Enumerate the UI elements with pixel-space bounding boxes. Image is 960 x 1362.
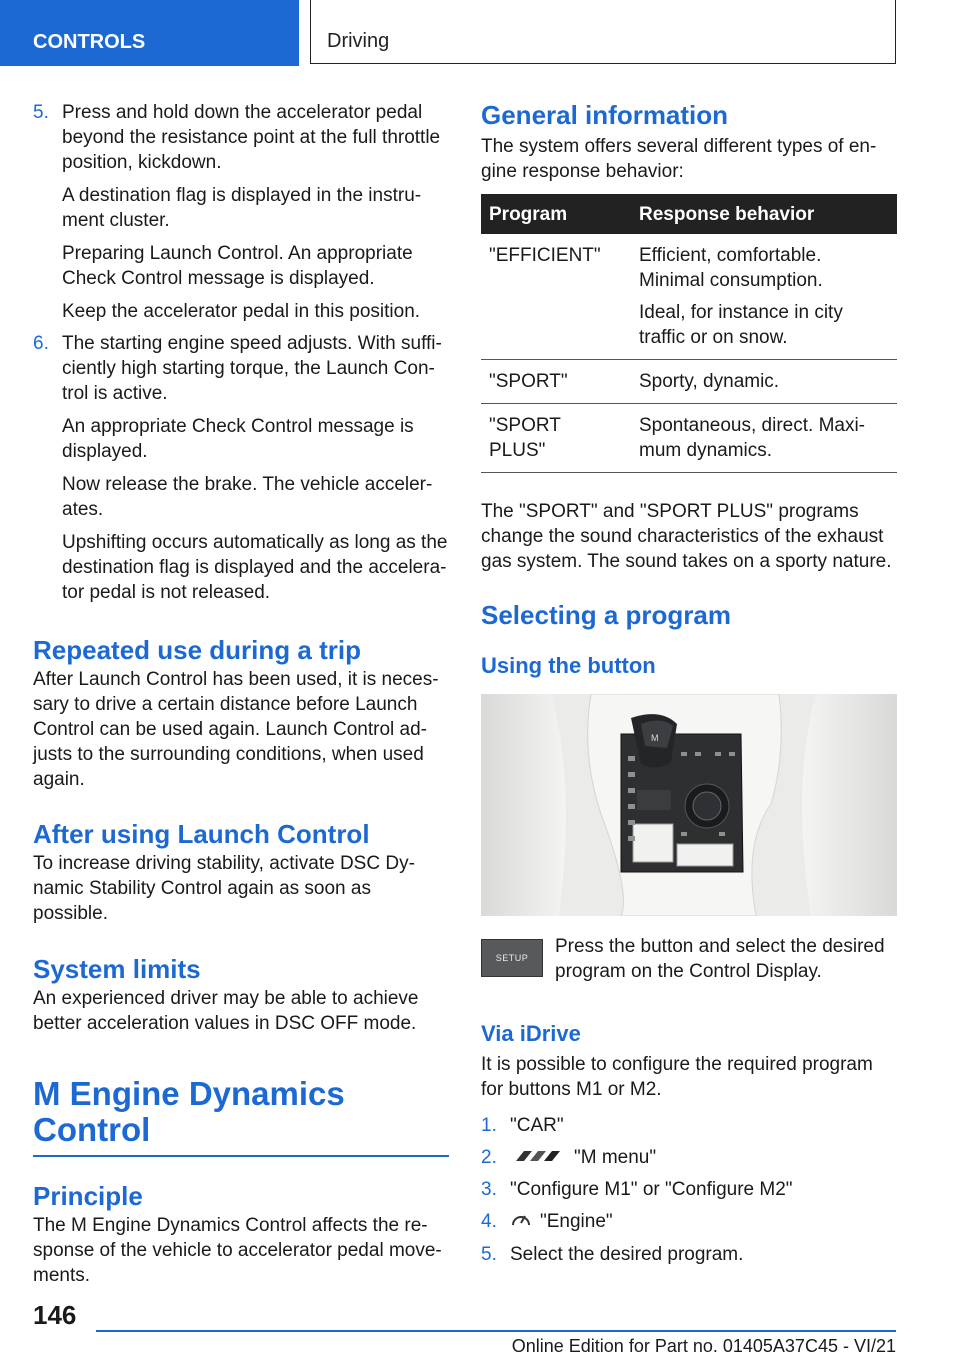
step-row xyxy=(510,1209,897,1234)
response-cell xyxy=(631,234,897,360)
general-info-heading: General information xyxy=(481,100,729,130)
svg-text:M: M xyxy=(651,733,659,743)
list-item xyxy=(33,100,449,324)
list-item xyxy=(481,1177,897,1202)
program-cell: "EFFICIENT" xyxy=(481,234,631,360)
response-text: Ideal, for instance in city traffic or on snow. xyxy=(639,302,843,348)
list-item xyxy=(481,1113,897,1138)
repeated-use-text: After Launch Control has been used, it is neces-sary to drive a certain distance before Launch Control can be used again. Launch Control ad-justs to the surrounding conditions, when used again. xyxy=(33,669,439,790)
via-idrive-heading: Via iDrive xyxy=(481,1021,581,1046)
main-title-line: Control xyxy=(33,1111,151,1148)
main-title-line: M Engine Dynamics xyxy=(33,1075,345,1112)
m-stripes-graphic xyxy=(510,1149,566,1163)
table-row xyxy=(481,234,897,360)
list-item xyxy=(481,1242,897,1267)
sport-programs-text: The "SPORT" and "SPORT PLUS" programs change the sound characteristics of the exhaust gas system. The sound takes on a sporty nature. xyxy=(481,501,892,572)
programs-table xyxy=(481,194,897,473)
idrive-steps xyxy=(481,1113,897,1267)
step-text: An appropriate Check Control message is displayed. xyxy=(62,416,414,462)
center-console-image xyxy=(481,694,897,916)
after-launch-heading: After using Launch Control xyxy=(33,819,370,849)
step-text: The starting engine speed adjusts. With suffi-ciently high starting torque, the Launch Con-trol is active. xyxy=(62,333,442,404)
response-text: Efficient, comfortable. Minimal consumption. xyxy=(639,245,823,291)
table-row xyxy=(481,404,897,473)
using-button-heading: Using the button xyxy=(481,653,656,678)
step-text: "CAR" xyxy=(510,1115,564,1136)
program-cell: "SPORT PLUS" xyxy=(481,404,631,473)
table-header-row xyxy=(481,194,897,234)
m-stripes-icon xyxy=(510,1145,566,1170)
title-rule xyxy=(33,1155,449,1157)
list-item xyxy=(481,1145,897,1170)
center-console-illustration xyxy=(481,694,897,916)
step-text: Press and hold down the accelerator pedal beyond the resistance point at the full throttle position, kickdown. xyxy=(62,102,441,173)
section-tab[interactable]: CONTROLS xyxy=(0,0,299,66)
main-title xyxy=(33,1076,449,1148)
footer-rule xyxy=(96,1330,896,1332)
step-number: 5. xyxy=(33,102,49,123)
page-header xyxy=(0,0,960,66)
step-number: 1. xyxy=(481,1115,497,1136)
step-number: 5. xyxy=(481,1243,497,1265)
step-row xyxy=(510,1145,897,1170)
step-text: "Configure M1" or "Configure M2" xyxy=(510,1179,793,1201)
step-text: Upshifting occurs automatically as long as the destination flag is displayed and the accelera-tor pedal is not released. xyxy=(62,532,448,603)
step-text: Select the desired program. xyxy=(510,1243,744,1265)
engine-gauge-graphic xyxy=(510,1210,532,1228)
column-header: Response behavior xyxy=(631,194,897,234)
after-launch-text: To increase driving stability, activate DSC Dy-namic Stability Control again as soon as possible. xyxy=(33,853,415,924)
list-item xyxy=(33,331,449,605)
principle-heading: Principle xyxy=(33,1181,143,1211)
step-number: 4. xyxy=(481,1211,497,1233)
engine-gauge-icon xyxy=(510,1210,532,1235)
repeated-use-heading: Repeated use during a trip xyxy=(33,635,361,665)
principle-text: The M Engine Dynamics Control affects the re-sponse of the vehicle to accelerator pedal move-ments. xyxy=(33,1215,442,1286)
step-text: "Engine" xyxy=(540,1211,613,1233)
response-text: Sporty, dynamic. xyxy=(639,371,780,392)
step-number: 2. xyxy=(481,1147,497,1168)
system-limits-heading: System limits xyxy=(33,954,201,984)
step-text: Preparing Launch Control. An appropriate Check Control message is displayed. xyxy=(62,243,413,289)
system-limits-text: An experienced driver may be able to achieve better acceleration values in DSC OFF mode. xyxy=(33,988,419,1034)
step-text: Keep the accelerator pedal in this position. xyxy=(62,301,421,322)
step-text: "M menu" xyxy=(574,1147,657,1168)
left-column xyxy=(33,100,449,1288)
response-cell xyxy=(631,404,897,473)
column-header: Program xyxy=(481,194,631,234)
page-footer xyxy=(0,1290,960,1362)
setup-instruction xyxy=(481,934,897,984)
list-item xyxy=(481,1209,897,1234)
step-number: 3. xyxy=(481,1179,497,1201)
table-row xyxy=(481,360,897,404)
step-text: Now release the brake. The vehicle acceler-ates. xyxy=(62,474,433,520)
setup-text: Press the button and select the desired program on the Control Display. xyxy=(555,936,885,982)
launch-steps xyxy=(33,100,449,605)
selecting-program-heading: Selecting a program xyxy=(481,600,731,630)
chapter-label[interactable]: Driving xyxy=(310,0,896,64)
edition-label: Online Edition for Part no. 01405A37C45 - VI/21 xyxy=(511,1336,896,1356)
response-cell xyxy=(631,360,897,404)
step-number: 6. xyxy=(33,333,49,354)
program-cell: "SPORT" xyxy=(481,360,631,404)
setup-button[interactable]: SETUP xyxy=(481,939,543,977)
step-text: A destination flag is displayed in the instru-ment cluster. xyxy=(62,185,422,231)
right-column xyxy=(481,100,897,1267)
page-number: 146 xyxy=(33,1300,77,1330)
response-text: Spontaneous, direct. Maxi-mum dynamics. xyxy=(639,415,866,461)
general-info-text: The system offers several different types of en-gine response behavior: xyxy=(481,136,877,182)
via-idrive-text: It is possible to configure the required program for buttons M1 or M2. xyxy=(481,1054,873,1100)
